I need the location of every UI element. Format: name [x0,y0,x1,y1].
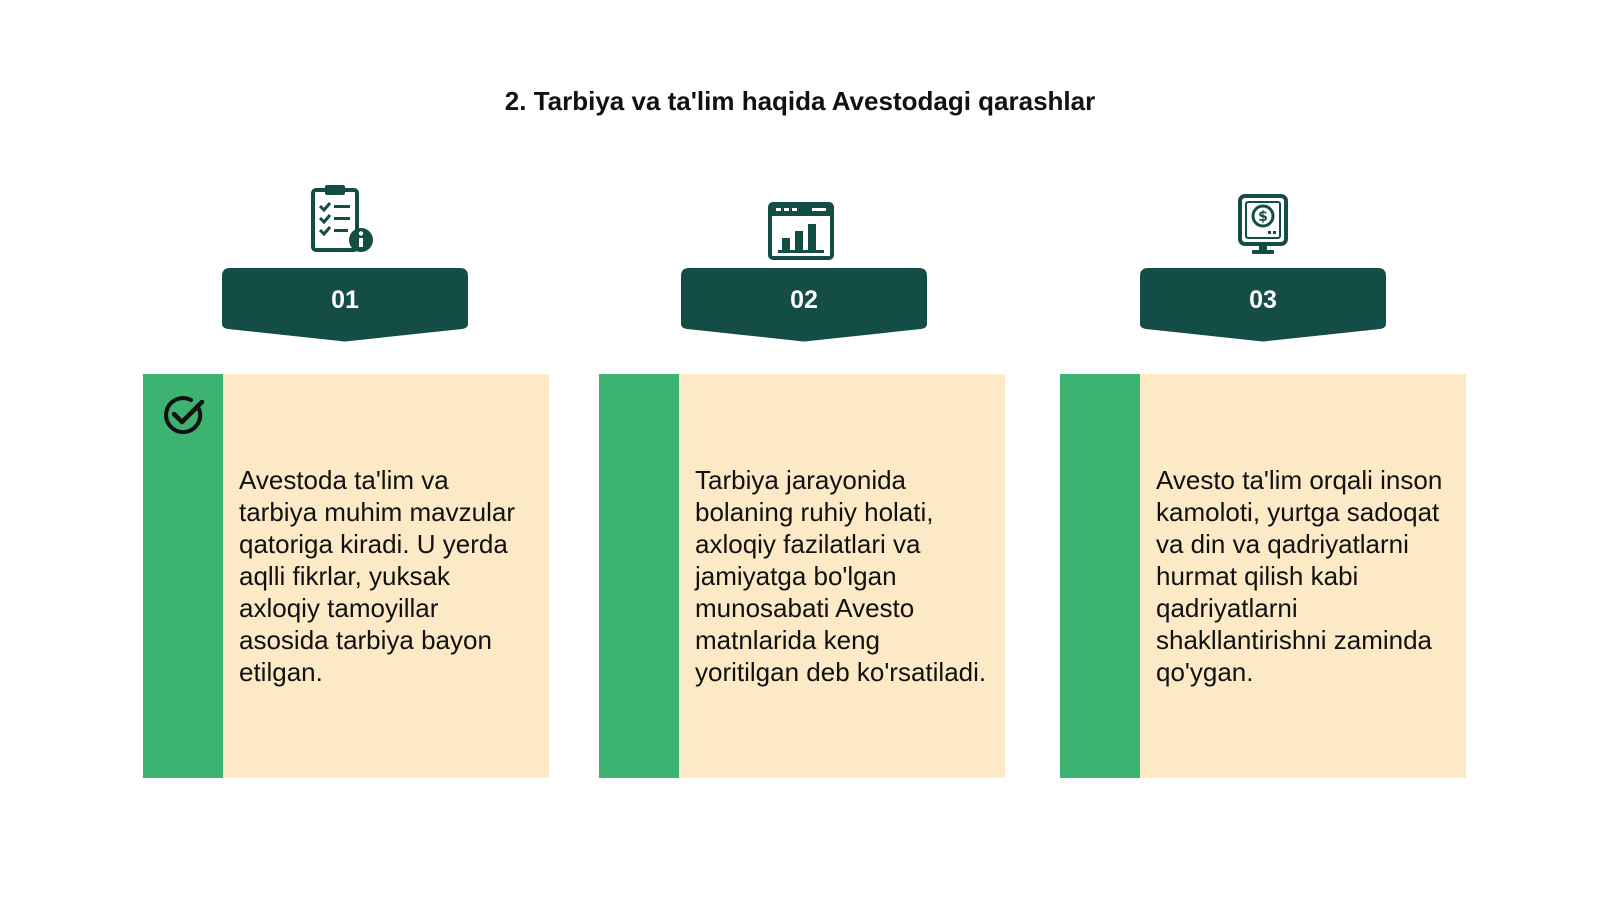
step-badge-02 [681,268,927,348]
card-accent-bar [599,374,679,778]
step-badge-03 [1140,268,1386,348]
card-accent-bar [1060,374,1140,778]
monitor-dollar-icon [1226,188,1306,268]
check-circle-icon [161,392,207,438]
step-badge-01 [222,268,468,348]
step-number: 02 [790,286,818,314]
clipboard-checklist-info-icon [305,182,385,262]
bar-chart-window-icon [764,194,844,274]
card-accent-bar [143,374,223,778]
step-number: 03 [1249,286,1277,314]
card-text: Avesto ta'lim orqali inson kamoloti, yurtga sadoqat va din va qadriyatlarni hurmat qilish kabi qadriyatlarni shakllantirishni zaminda qo'ygan. [1156,465,1443,687]
card-03 [1060,374,1466,778]
card-body [223,374,549,778]
card-text: Avestoda ta'lim va tarbiya muhim mavzular qatoriga kiradi. U yerda aqlli fikrlar, yuksak axloqiy tamoyillar asosida tarbiya bayon etilgan. [239,465,515,687]
page-title: 2. Tarbiya va ta'lim haqida Avestodagi qarashlar [504,86,1096,116]
card-body [1140,374,1466,778]
card-01 [143,374,549,778]
svg-text:$: $ [1258,209,1268,225]
card-text: Tarbiya jarayonida bolaning ruhiy holati, axloqiy fazilatlari va jamiyatga bo'lgan munosabati Avesto matnlarida keng yoritilgan deb ko'rsatiladi. [695,465,987,687]
step-number: 01 [331,286,359,314]
card-body [679,374,1005,778]
card-02 [599,374,1005,778]
